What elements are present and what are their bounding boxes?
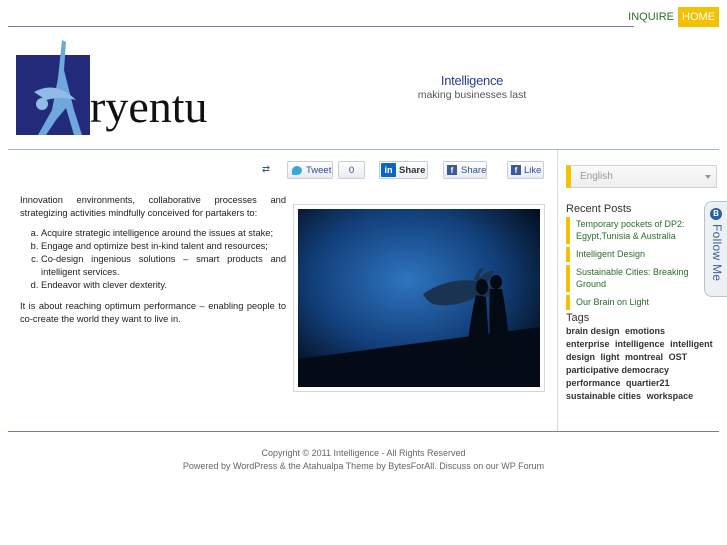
tag-cloud bbox=[566, 325, 716, 403]
tag-link[interactable]: participative democracy bbox=[566, 365, 670, 375]
recent-post-link[interactable]: Temporary pockets of DP2: Egypt,Tunisia & Australia bbox=[566, 217, 694, 244]
follow-me-label: Follow Me bbox=[710, 224, 724, 282]
tags-heading: Tags bbox=[566, 312, 590, 324]
footer-rule bbox=[8, 431, 719, 432]
blogger-icon: B bbox=[710, 208, 722, 220]
recent-post-link[interactable]: Our Brain on Light bbox=[566, 295, 694, 310]
tag-link[interactable]: workspace bbox=[646, 391, 694, 401]
nav-inquire[interactable]: INQUIRE bbox=[628, 11, 674, 23]
logo-wordmark: ryentu bbox=[90, 81, 208, 132]
header-rule bbox=[8, 149, 719, 150]
linkedin-icon: in bbox=[381, 163, 396, 177]
sidebar-divider bbox=[557, 150, 558, 431]
linkedin-share-button[interactable] bbox=[379, 161, 428, 179]
tag-link[interactable]: intelligence bbox=[615, 339, 665, 349]
site-title[interactable]: Intelligence bbox=[440, 73, 504, 88]
list-item: d. Endeavor with clever dexterity. bbox=[41, 279, 286, 292]
tag-link[interactable]: brain design bbox=[566, 326, 620, 336]
facebook-like-icon: f bbox=[511, 165, 521, 175]
top-nav bbox=[624, 7, 719, 27]
tag-link[interactable]: OST bbox=[668, 352, 688, 362]
list-item: a. Acquire strategic intelligence around the issues at stake; bbox=[41, 227, 286, 240]
facebook-like-button[interactable] bbox=[507, 161, 544, 179]
footer-powered-by[interactable]: Powered by WordPress & the Atahualpa Theme by BytesForAll. Discuss on our WP Forum bbox=[182, 461, 545, 471]
article-image-frame bbox=[293, 204, 545, 392]
article-body bbox=[20, 194, 286, 333]
nav-home[interactable]: HOME bbox=[678, 7, 719, 27]
site-logo[interactable] bbox=[16, 40, 226, 136]
facebook-share-button[interactable] bbox=[443, 161, 487, 179]
recent-post-link[interactable]: Sustainable Cities: Breaking Ground bbox=[566, 265, 694, 292]
article-list bbox=[20, 227, 286, 292]
tag-link[interactable]: montreal bbox=[625, 352, 664, 362]
list-item: b. Engage and optimize best in-kind talent and resources; bbox=[41, 240, 286, 253]
language-select[interactable] bbox=[566, 165, 717, 188]
recent-posts-heading: Recent Posts bbox=[566, 203, 632, 215]
tweet-count: 0 bbox=[338, 161, 365, 179]
recycle-icon[interactable]: ⇄ bbox=[262, 164, 270, 175]
tag-link[interactable]: light bbox=[600, 352, 620, 362]
tweet-button[interactable] bbox=[287, 161, 333, 179]
facebook-like-label: Like bbox=[524, 165, 542, 176]
tag-link[interactable]: intelligent design bbox=[566, 339, 713, 362]
tag-link[interactable]: performance bbox=[566, 378, 621, 388]
tag-link[interactable]: sustainable cities bbox=[566, 391, 642, 401]
site-tagline: making businesses last bbox=[417, 89, 527, 101]
tag-link[interactable]: emotions bbox=[625, 326, 666, 336]
tag-link[interactable]: quartier21 bbox=[626, 378, 670, 388]
facebook-share-label: Share bbox=[461, 165, 487, 176]
recent-post-link[interactable]: Intelligent Design bbox=[566, 247, 694, 262]
chevron-down-icon bbox=[705, 175, 711, 179]
top-rule bbox=[8, 26, 634, 27]
facebook-icon: f bbox=[447, 165, 457, 175]
aryentu-logo-icon bbox=[16, 40, 226, 136]
tag-link[interactable]: enterprise bbox=[566, 339, 610, 349]
list-item: c. Co-design ingenious solutions – smart products and intelligent services. bbox=[41, 253, 286, 279]
article-intro: Innovation environments, collaborative processes and strategizing activities mindfully conceived for partakers to: bbox=[20, 195, 286, 218]
recent-posts-list bbox=[566, 217, 694, 313]
twitter-bird-icon bbox=[292, 166, 302, 175]
aquarium-dolphin-image bbox=[298, 209, 540, 387]
article-outro: It is about reaching optimum performance – enabling people to co-create the world they want to live in. bbox=[20, 301, 286, 324]
language-selected: English bbox=[580, 171, 613, 182]
tweet-label: Tweet bbox=[306, 165, 332, 176]
follow-me-tab[interactable] bbox=[704, 201, 727, 297]
linkedin-share-label: Share bbox=[399, 165, 426, 176]
footer-copyright: Copyright © 2011 Intelligence - All Rights Reserved bbox=[261, 448, 466, 458]
